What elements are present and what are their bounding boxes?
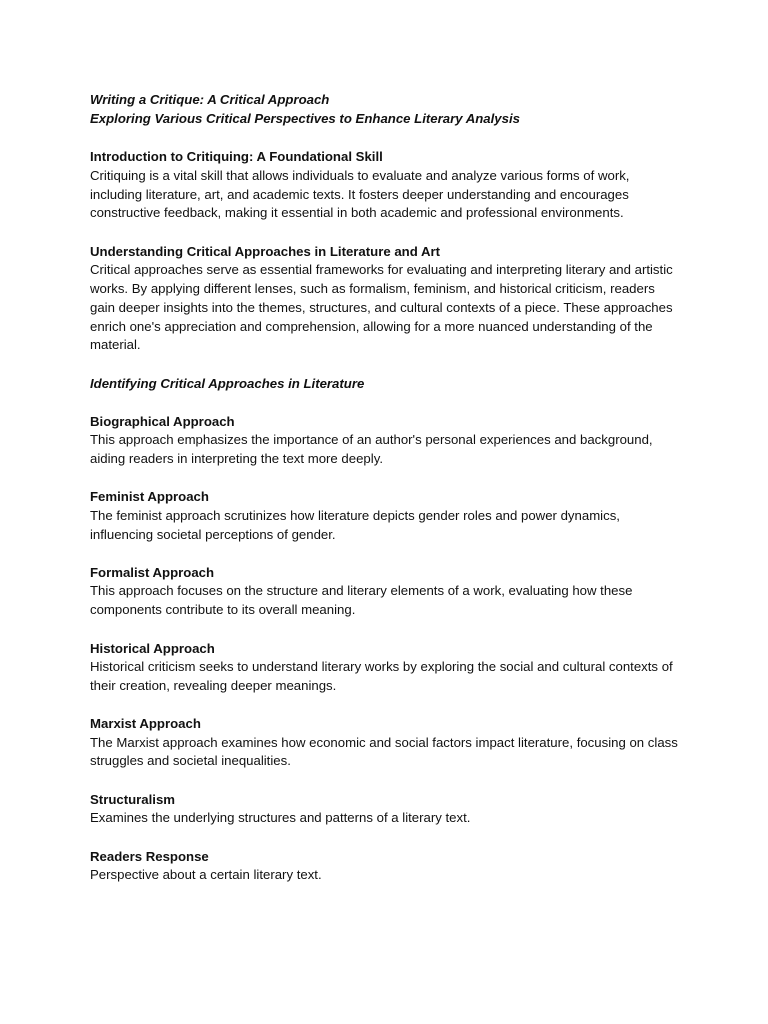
section-identifying	[90, 374, 680, 393]
section-marxist	[90, 714, 680, 771]
section-introduction	[90, 147, 680, 223]
document-title: Writing a Critique: A Critical Approach	[90, 92, 330, 107]
approach-body: This approach emphasizes the importance of an author's personal experiences and background, aiding readers in interpreting the text more deeply.	[90, 432, 653, 466]
section-heading: Introduction to Critiquing: A Foundational Skill	[90, 149, 383, 165]
approach-heading: Historical Approach	[90, 640, 215, 656]
section-historical	[90, 639, 680, 696]
approach-body: Perspective about a certain literary text.	[90, 866, 322, 882]
approach-heading: Formalist Approach	[90, 564, 215, 580]
section-heading: Identifying Critical Approaches in Literature	[90, 375, 365, 391]
document-page	[90, 90, 680, 885]
section-heading: Understanding Critical Approaches in Literature and Art	[90, 243, 441, 259]
approach-body: This approach focuses on the structure and literary elements of a work, evaluating how these components contribute to its overall meaning.	[90, 583, 633, 618]
approach-body: Examines the underlying structures and patterns of a literary text.	[90, 810, 471, 826]
section-feminist	[90, 487, 680, 544]
section-body: Critical approaches serve as essential frameworks for evaluating and interpreting literary and artistic works. By applying different lenses, such as formalism, feminism, and historical criticism, readers gain deeper insights into the themes, structures, and cultural contexts of a piece. These approaches enrich one's appreciation and comprehension, allowing for a more nuanced understanding of the material.	[90, 262, 673, 353]
approach-body: The Marxist approach examines how economic and social factors impact literature, focusing on class struggles and societal inequalities.	[90, 734, 678, 769]
approach-heading: Structuralism	[90, 791, 176, 807]
section-understanding	[90, 242, 680, 355]
approach-heading: Readers Response	[90, 848, 209, 864]
section-biographical	[90, 412, 680, 469]
document-header	[90, 90, 680, 129]
section-formalist	[90, 563, 680, 620]
approach-heading: Marxist Approach	[90, 716, 201, 732]
approach-body: Historical criticism seeks to understand literary works by exploring the social and cultural contexts of their creation, revealing deeper meanings.	[90, 658, 673, 693]
section-structuralism	[90, 790, 680, 828]
approach-heading: Biographical Approach	[90, 413, 235, 429]
section-body: Critiquing is a vital skill that allows individuals to evaluate and analyze various forms of work, including literature, art, and academic texts. It fosters deeper understanding and encourages constructive feedback, making it essential in both academic and professional environments.	[90, 167, 630, 221]
document-subtitle: Exploring Various Critical Perspectives to Enhance Literary Analysis	[90, 111, 520, 127]
section-readers-response	[90, 847, 680, 885]
approach-body: The feminist approach scrutinizes how literature depicts gender roles and power dynamics, influencing societal perceptions of gender.	[90, 507, 620, 542]
approach-heading: Feminist Approach	[90, 489, 209, 505]
